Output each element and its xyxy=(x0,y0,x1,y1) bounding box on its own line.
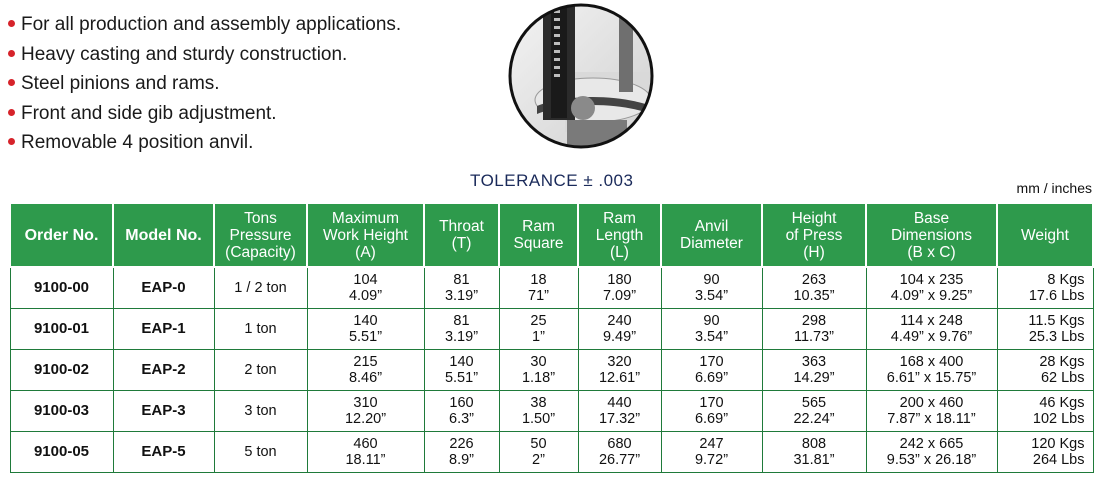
column-header xyxy=(578,203,661,267)
metric-value: 120 Kgs xyxy=(1031,436,1085,452)
column-header-line: (B x C) xyxy=(907,243,956,261)
column-header-line: of Press xyxy=(785,226,843,244)
spec-cell xyxy=(307,350,424,391)
spec-cell xyxy=(661,267,762,309)
imperial-value: 2” xyxy=(532,452,545,468)
imperial-value: 17.6 Lbs xyxy=(1028,288,1085,304)
bullet-icon xyxy=(8,20,15,27)
imperial-value: 4.49” x 9.76” xyxy=(890,329,973,345)
metric-value: 8 Kgs xyxy=(1047,272,1085,288)
feature-item xyxy=(8,69,401,99)
imperial-value: 4.09” xyxy=(348,288,383,304)
metric-value: 38 xyxy=(530,395,547,411)
order-no-cell: 9100-05 xyxy=(10,432,113,473)
imperial-value: 3.19” xyxy=(444,329,479,345)
metric-value: 18 xyxy=(530,272,547,288)
metric-value: 160 xyxy=(449,395,474,411)
imperial-value: 14.29” xyxy=(793,370,835,386)
metric-value: 215 xyxy=(353,354,378,370)
column-header xyxy=(866,203,997,267)
imperial-value: 264 Lbs xyxy=(1032,452,1085,468)
metric-value: 808 xyxy=(801,436,827,452)
spec-cell xyxy=(997,432,1093,473)
spec-header-row xyxy=(10,203,1093,267)
spec-cell xyxy=(424,391,499,432)
spec-cell xyxy=(499,391,578,432)
feature-item xyxy=(8,128,401,158)
metric-value: 200 x 460 xyxy=(899,395,964,411)
spec-cell xyxy=(499,350,578,391)
imperial-value: 5.51” xyxy=(348,329,383,345)
order-no-cell: 9100-00 xyxy=(10,267,113,309)
imperial-value: 3.54” xyxy=(694,288,729,304)
column-header-line: Order No. xyxy=(24,226,99,244)
imperial-value: 9.72” xyxy=(694,452,729,468)
order-no-cell: 9100-02 xyxy=(10,350,113,391)
metric-value: 140 xyxy=(353,313,378,329)
column-header-line: Ram xyxy=(603,209,636,227)
metric-value: 170 xyxy=(699,395,724,411)
imperial-value: 1.50” xyxy=(521,411,556,427)
metric-value: 363 xyxy=(801,354,827,370)
tons-cell: 2 ton xyxy=(214,350,307,391)
table-row xyxy=(10,350,1093,391)
column-header-line: Height xyxy=(791,209,837,227)
imperial-value: 8.46” xyxy=(348,370,383,386)
metric-value: 30 xyxy=(530,354,547,370)
spec-cell xyxy=(866,267,997,309)
column-header-line: Base xyxy=(913,209,950,227)
spec-cell xyxy=(499,432,578,473)
imperial-value: 9.53” x 26.18” xyxy=(886,452,977,468)
table-row xyxy=(10,391,1093,432)
imperial-value: 12.61” xyxy=(598,370,641,386)
spec-cell xyxy=(997,391,1093,432)
spec-cell xyxy=(997,267,1093,309)
metric-value: 28 Kgs xyxy=(1039,354,1085,370)
spec-cell xyxy=(762,309,866,350)
spec-cell xyxy=(307,309,424,350)
feature-text: Front and side gib adjustment. xyxy=(21,102,277,124)
imperial-value: 9.49” xyxy=(602,329,637,345)
spec-cell xyxy=(762,350,866,391)
column-header-line: (L) xyxy=(610,243,629,261)
imperial-value: 31.81” xyxy=(793,452,835,468)
imperial-value: 18.11” xyxy=(345,452,386,468)
spec-cell xyxy=(866,432,997,473)
column-header-line: Weight xyxy=(1021,226,1069,244)
imperial-value: 25.3 Lbs xyxy=(1028,329,1085,345)
column-header-line: Length xyxy=(595,226,644,244)
metric-value: 180 xyxy=(607,272,632,288)
metric-value: 298 xyxy=(801,313,827,329)
imperial-value: 1” xyxy=(532,329,545,345)
metric-value: 25 xyxy=(530,313,547,329)
column-header-line: (A) xyxy=(355,243,376,261)
spec-cell xyxy=(866,350,997,391)
metric-value: 242 x 665 xyxy=(899,436,964,452)
spec-cell xyxy=(578,350,661,391)
spec-table xyxy=(9,202,1094,473)
tons-cell: 5 ton xyxy=(214,432,307,473)
feature-list xyxy=(8,10,401,158)
imperial-value: 5.51” xyxy=(444,370,479,386)
metric-value: 440 xyxy=(607,395,632,411)
column-header-line: Dimensions xyxy=(891,226,972,244)
spec-cell xyxy=(499,309,578,350)
metric-value: 310 xyxy=(353,395,378,411)
imperial-value: 7.87” x 18.11” xyxy=(887,411,976,427)
metric-value: 104 xyxy=(353,272,378,288)
metric-value: 81 xyxy=(453,313,470,329)
order-no-cell: 9100-01 xyxy=(10,309,113,350)
column-header-line: Square xyxy=(513,235,564,252)
feature-text: Heavy casting and sturdy construction. xyxy=(21,43,348,65)
bullet-icon xyxy=(8,79,15,86)
metric-value: 90 xyxy=(703,272,720,288)
column-header-line: Maximum xyxy=(331,209,400,227)
spec-cell xyxy=(424,267,499,309)
imperial-value: 6.69” xyxy=(694,370,729,386)
feature-text: For all production and assembly applications. xyxy=(21,14,402,35)
imperial-value: 4.09” x 9.25” xyxy=(890,288,973,304)
spec-cell xyxy=(762,432,866,473)
column-header-line: Tons xyxy=(244,209,277,227)
spec-cell xyxy=(307,432,424,473)
model-no-cell: EAP-2 xyxy=(113,350,214,391)
column-header xyxy=(499,203,578,267)
metric-value: 50 xyxy=(530,436,547,452)
column-header xyxy=(997,203,1093,267)
imperial-value: 6.69” xyxy=(694,411,729,427)
column-header xyxy=(113,203,214,267)
spec-cell xyxy=(762,267,866,309)
spec-cell xyxy=(762,391,866,432)
imperial-value: 17.32” xyxy=(598,411,641,427)
imperial-value: 22.24” xyxy=(793,411,835,427)
metric-value: 140 xyxy=(449,354,474,370)
bullet-icon xyxy=(8,50,15,57)
column-header-line: Ram xyxy=(522,218,555,235)
feature-text: Removable 4 position anvil. xyxy=(21,132,254,153)
imperial-value: 10.35” xyxy=(793,288,835,304)
column-header-line: (T) xyxy=(451,235,472,252)
column-header xyxy=(762,203,866,267)
model-no-cell: EAP-3 xyxy=(113,391,214,432)
metric-value: 460 xyxy=(353,436,378,452)
spec-cell xyxy=(499,267,578,309)
metric-value: 240 xyxy=(607,313,632,329)
metric-value: 104 x 235 xyxy=(899,272,964,288)
imperial-value: 102 Lbs xyxy=(1032,411,1085,427)
metric-value: 320 xyxy=(607,354,632,370)
imperial-value: 71” xyxy=(528,288,549,304)
spec-cell xyxy=(424,432,499,473)
column-header xyxy=(424,203,499,267)
metric-value: 565 xyxy=(801,395,827,411)
metric-value: 168 x 400 xyxy=(899,354,964,370)
spec-cell xyxy=(578,391,661,432)
imperial-value: 1.18” xyxy=(521,370,556,386)
imperial-value: 6.3” xyxy=(449,411,474,427)
spec-cell xyxy=(866,391,997,432)
imperial-value: 62 Lbs xyxy=(1040,370,1085,386)
metric-value: 263 xyxy=(801,272,827,288)
imperial-value: 3.19” xyxy=(444,288,479,304)
column-header-line: Anvil xyxy=(694,218,729,235)
column-header xyxy=(307,203,424,267)
spec-cell xyxy=(307,267,424,309)
imperial-value: 12.20” xyxy=(344,411,387,427)
spec-cell xyxy=(424,350,499,391)
metric-value: 46 Kgs xyxy=(1039,395,1085,411)
spec-cell xyxy=(307,391,424,432)
spec-cell xyxy=(578,267,661,309)
spec-cell xyxy=(661,309,762,350)
metric-value: 680 xyxy=(607,436,632,452)
column-header-line: Work Height xyxy=(323,226,408,244)
imperial-value: 6.61” x 15.75” xyxy=(886,370,977,386)
metric-value: 114 x 248 xyxy=(900,313,963,329)
tons-cell: 3 ton xyxy=(214,391,307,432)
spec-cell xyxy=(997,309,1093,350)
metric-value: 226 xyxy=(449,436,474,452)
model-no-cell: EAP-0 xyxy=(113,267,214,309)
feature-text: Steel pinions and rams. xyxy=(21,73,220,94)
imperial-value: 3.54” xyxy=(694,329,729,345)
column-header-line: Diameter xyxy=(680,235,743,252)
spec-cell xyxy=(661,391,762,432)
spec-cell xyxy=(997,350,1093,391)
column-header xyxy=(661,203,762,267)
tolerance-note: TOLERANCE ± .003 xyxy=(470,171,634,190)
product-photo xyxy=(507,2,655,150)
imperial-value: 11.73” xyxy=(793,329,835,345)
feature-item xyxy=(8,40,401,70)
tons-cell: 1 ton xyxy=(214,309,307,350)
column-header-line: Pressure xyxy=(229,226,292,244)
metric-value: 90 xyxy=(703,313,720,329)
imperial-value: 7.09” xyxy=(602,288,637,304)
imperial-value: 8.9” xyxy=(449,452,474,468)
metric-value: 170 xyxy=(699,354,724,370)
column-header-line: (Capacity) xyxy=(225,243,296,261)
bullet-icon xyxy=(8,109,15,116)
column-header xyxy=(214,203,307,267)
column-header xyxy=(10,203,113,267)
spec-cell xyxy=(424,309,499,350)
metric-value: 247 xyxy=(699,436,724,452)
column-header-line: Model No. xyxy=(125,226,202,244)
imperial-value: 26.77” xyxy=(598,452,641,468)
table-row xyxy=(10,267,1093,309)
model-no-cell: EAP-1 xyxy=(113,309,214,350)
units-label: mm / inches xyxy=(1016,180,1092,196)
spec-cell xyxy=(578,309,661,350)
spec-cell xyxy=(661,350,762,391)
column-header-line: Throat xyxy=(439,218,484,235)
table-row xyxy=(10,432,1093,473)
column-header-line: (H) xyxy=(803,243,825,261)
order-no-cell: 9100-03 xyxy=(10,391,113,432)
metric-value: 81 xyxy=(453,272,470,288)
table-row xyxy=(10,309,1093,350)
metric-value: 11.5 Kgs xyxy=(1028,313,1085,329)
spec-cell xyxy=(866,309,997,350)
feature-item xyxy=(8,99,401,129)
spec-cell xyxy=(661,432,762,473)
tons-cell: 1 / 2 ton xyxy=(214,267,307,309)
bullet-icon xyxy=(8,138,15,145)
spec-cell xyxy=(578,432,661,473)
model-no-cell: EAP-5 xyxy=(113,432,214,473)
feature-item xyxy=(8,10,401,40)
